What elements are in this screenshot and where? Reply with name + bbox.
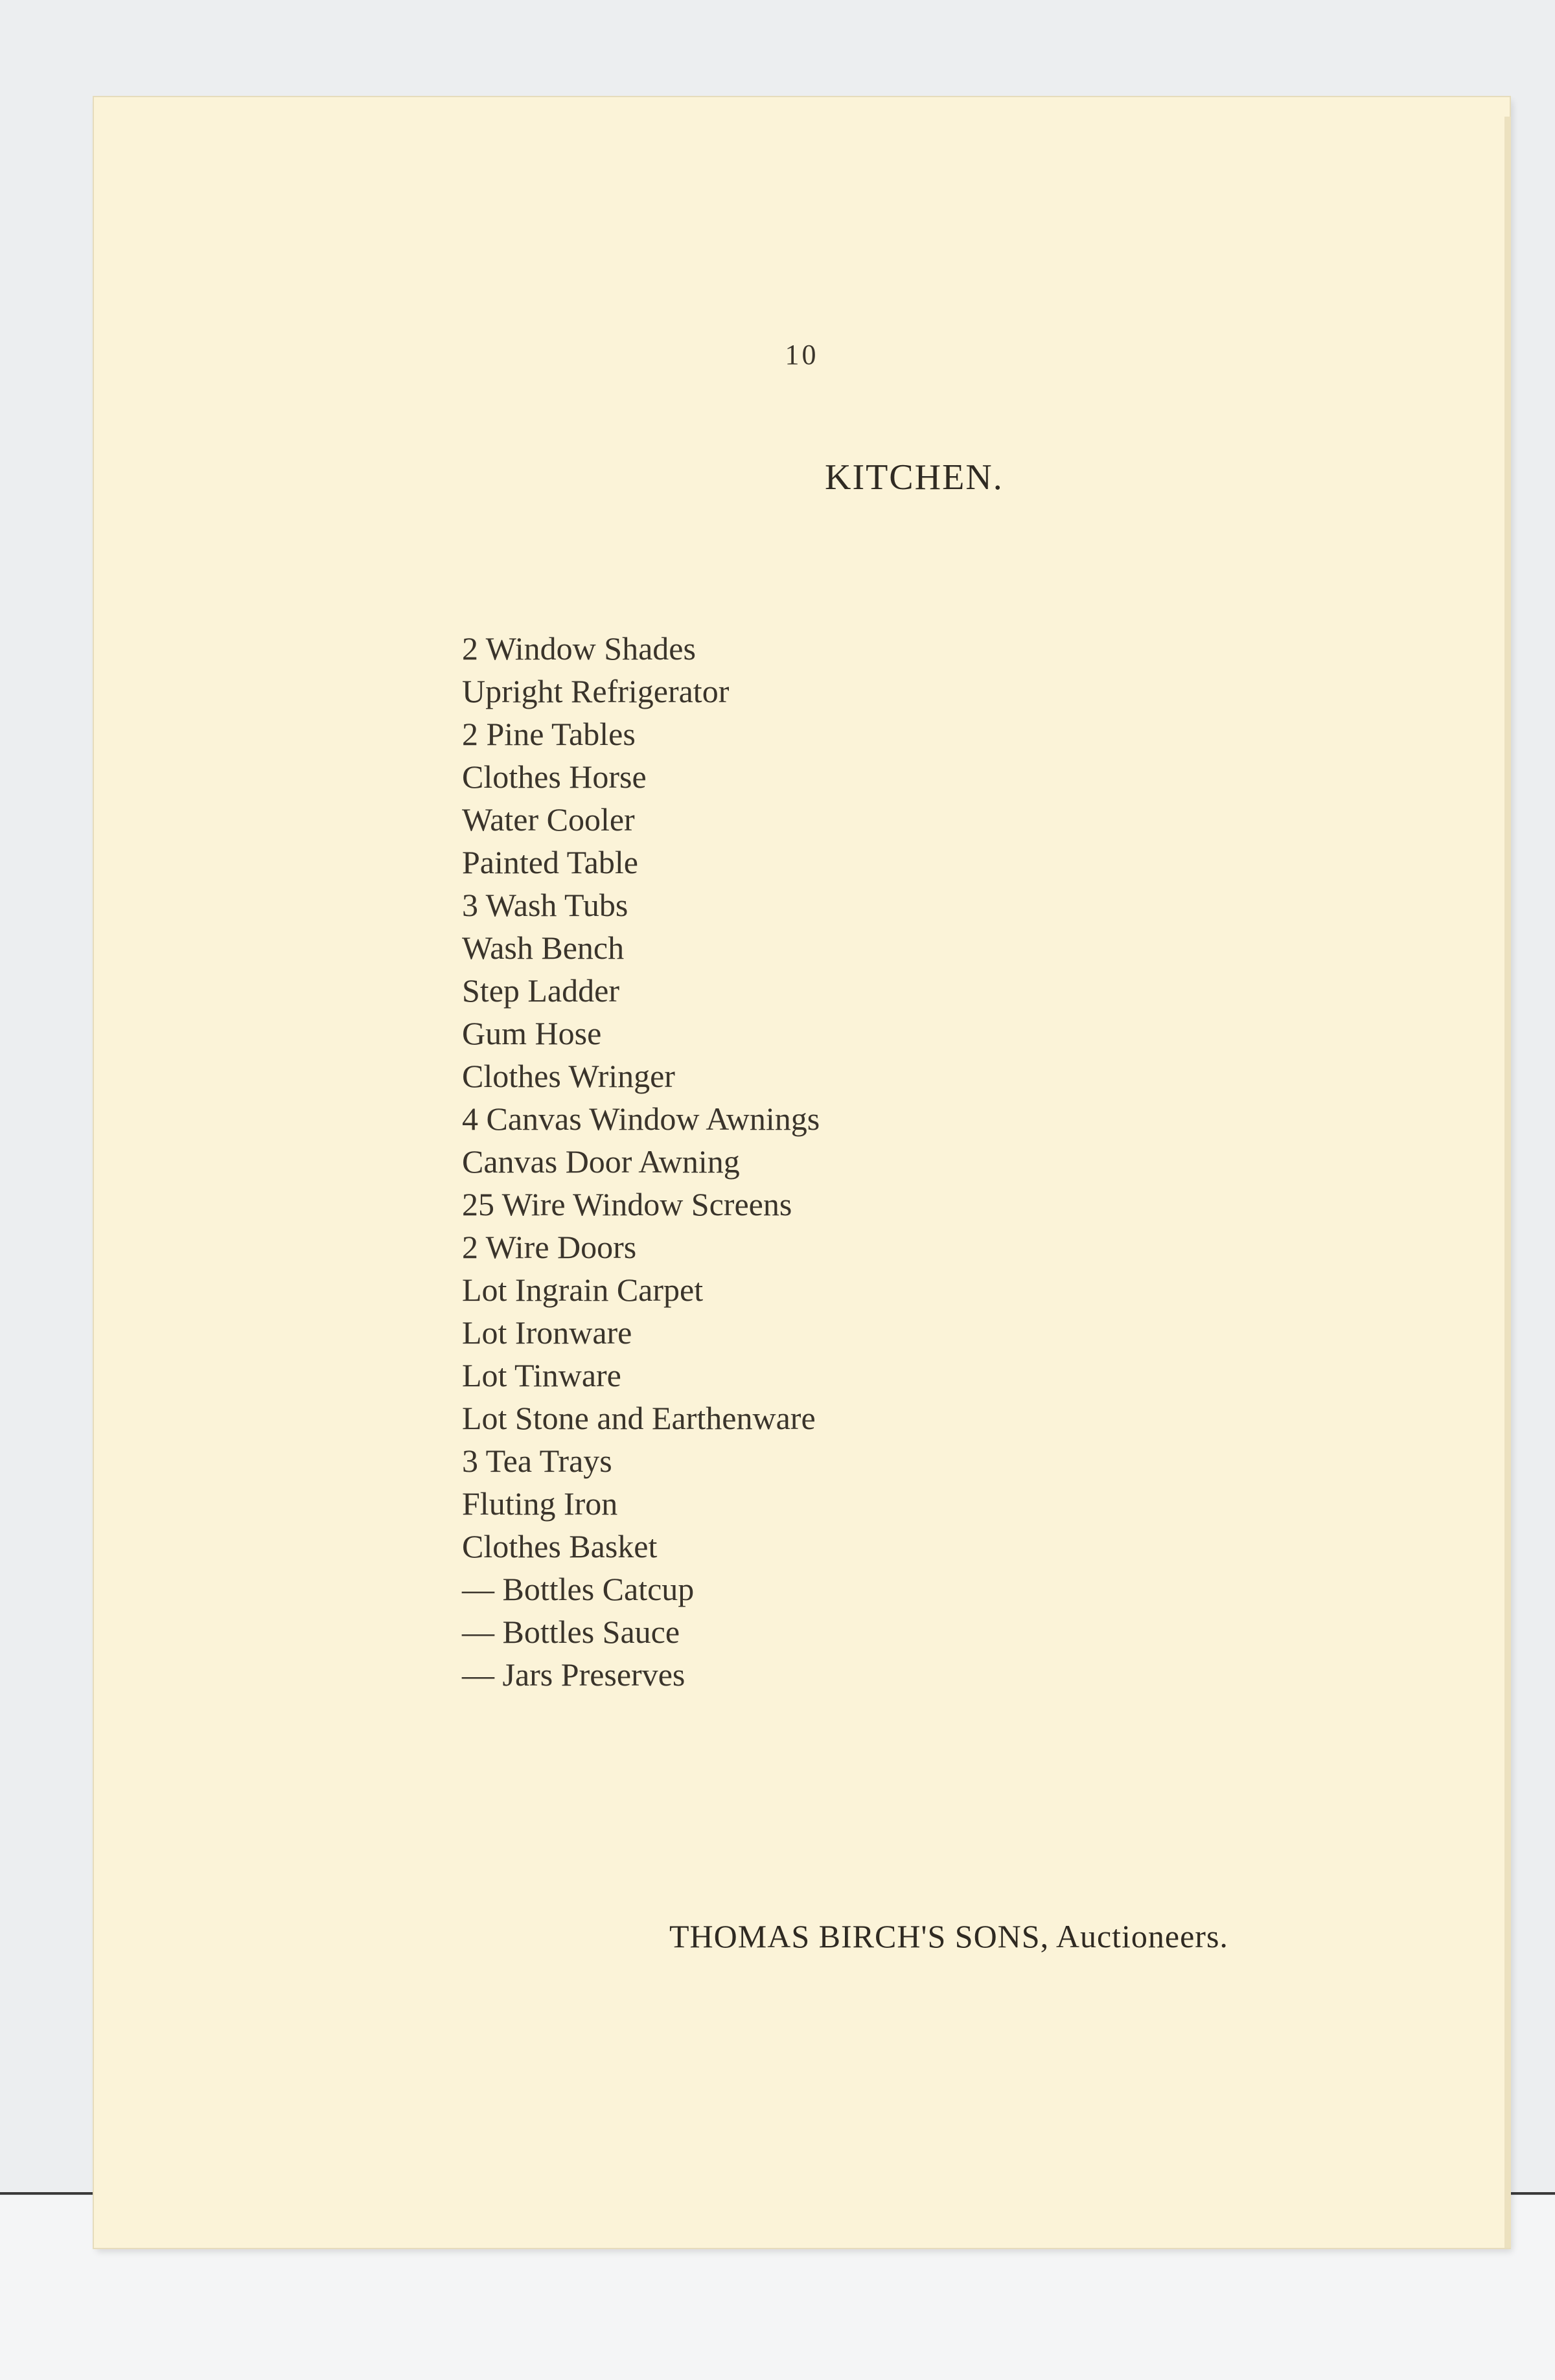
- list-item: Water Cooler: [462, 801, 635, 838]
- catalog-page: [94, 97, 1510, 2248]
- page-number: 10: [785, 339, 819, 371]
- page-edge: [1504, 117, 1511, 2248]
- list-item: Lot Ironware: [462, 1314, 632, 1351]
- list-item: Wash Bench: [462, 930, 625, 966]
- list-item: 4 Canvas Window Awnings: [462, 1101, 820, 1137]
- list-item: Painted Table: [462, 844, 638, 880]
- list-item: Fluting Iron: [462, 1485, 618, 1522]
- auctioneer-footer: THOMAS BIRCH'S SONS, Auctioneers.: [669, 1918, 1228, 1954]
- kitchen-items-list: [462, 627, 820, 1696]
- list-item: — Jars Preserves: [462, 1656, 685, 1693]
- list-item: 2 Wire Doors: [462, 1229, 637, 1265]
- list-item: Canvas Door Awning: [462, 1143, 740, 1180]
- list-item: Clothes Wringer: [462, 1058, 675, 1094]
- list-item: 3 Wash Tubs: [462, 887, 628, 923]
- list-item: Clothes Basket: [462, 1528, 658, 1564]
- list-item: Lot Tinware: [462, 1357, 621, 1393]
- list-item: 2 Pine Tables: [462, 716, 636, 752]
- list-item: 2 Window Shades: [462, 630, 696, 667]
- list-item: Lot Stone and Earthenware: [462, 1400, 816, 1436]
- list-item: 25 Wire Window Screens: [462, 1186, 792, 1222]
- list-item: Clothes Horse: [462, 759, 647, 795]
- list-item: — Bottles Catcup: [462, 1571, 695, 1607]
- list-item: Lot Ingrain Carpet: [462, 1272, 704, 1308]
- list-item: Step Ladder: [462, 972, 619, 1009]
- list-item: 3 Tea Trays: [462, 1443, 612, 1479]
- list-item: — Bottles Sauce: [462, 1614, 680, 1650]
- list-item: Upright Refrigerator: [462, 673, 730, 709]
- list-item: Gum Hose: [462, 1015, 602, 1051]
- section-title: KITCHEN.: [825, 457, 1004, 498]
